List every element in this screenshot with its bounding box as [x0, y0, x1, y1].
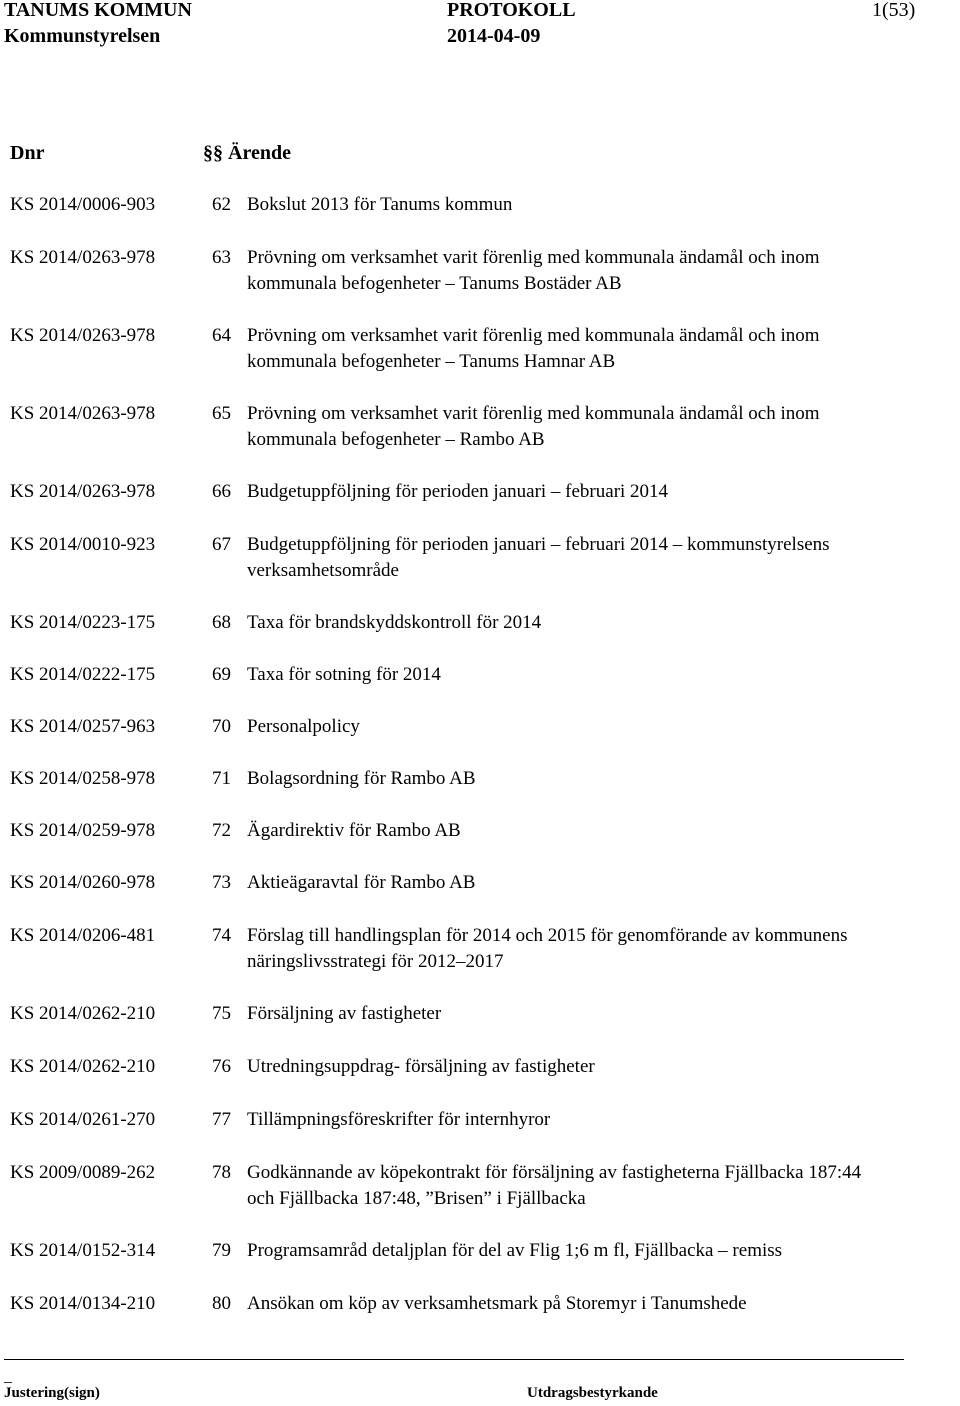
- item-section-number: 74: [212, 925, 231, 946]
- item-section-number: 76: [212, 1056, 231, 1077]
- item-dnr: KS 2014/0223-175: [10, 612, 156, 633]
- item-title-line: Godkännande av köpekontrakt för försäljning av fastigheterna Fjällbacka 187:44: [247, 1162, 862, 1183]
- item-dnr: KS 2009/0089-262: [10, 1162, 156, 1183]
- item-title-line: Utredningsuppdrag- försäljning av fastigheter: [247, 1056, 595, 1077]
- item-title-line: kommunala befogenheter – Rambo AB: [247, 429, 545, 450]
- item-title-line: Ansökan om köp av verksamhetsmark på Storemyr i Tanumshede: [247, 1293, 747, 1314]
- item-dnr: KS 2014/0134-210: [10, 1293, 156, 1314]
- item-title: [247, 323, 959, 375]
- section-symbol-2: §: [213, 142, 223, 164]
- footer-dash: _: [4, 1368, 12, 1385]
- item-section-number: 67: [212, 534, 231, 555]
- extract-certification-label: Utdragsbestyrkande: [527, 1385, 658, 1401]
- item-dnr: KS 2014/0010-923: [10, 534, 156, 555]
- document-date: 2014-04-09: [447, 25, 541, 47]
- item-title-line: Bokslut 2013 för Tanums kommun: [247, 194, 513, 215]
- item-section-number: 62: [212, 194, 231, 215]
- item-dnr: KS 2014/0263-978: [10, 247, 156, 268]
- item-title-line: Taxa för sotning för 2014: [247, 664, 441, 685]
- unit-name: Kommunstyrelsen: [4, 25, 161, 47]
- item-dnr: KS 2014/0263-978: [10, 403, 156, 424]
- item-dnr: KS 2014/0261-270: [10, 1109, 156, 1130]
- item-title-line: Taxa för brandskyddskontroll för 2014: [247, 612, 542, 633]
- item-title: [247, 1160, 959, 1212]
- item-title-line: och Fjällbacka 187:48, ”Brisen” i Fjällbacka: [247, 1188, 586, 1209]
- item-dnr: KS 2014/0260-978: [10, 872, 156, 893]
- item-section-number: 68: [212, 612, 231, 633]
- item-dnr: KS 2014/0152-314: [10, 1240, 156, 1261]
- item-title: [247, 766, 959, 792]
- item-title-line: Ägardirektiv för Rambo AB: [247, 820, 461, 841]
- item-section-number: 63: [212, 247, 231, 268]
- item-title: [247, 479, 959, 505]
- item-title-line: kommunala befogenheter – Tanums Bostäder AB: [247, 273, 622, 294]
- item-dnr: KS 2014/0262-210: [10, 1003, 156, 1024]
- item-section-number: 64: [212, 325, 231, 346]
- column-header-matter: [203, 141, 291, 165]
- item-dnr: KS 2014/0006-903: [10, 194, 156, 215]
- item-title-line: Prövning om verksamhet varit förenlig med kommunala ändamål och inom: [247, 325, 820, 346]
- item-section-number: 78: [212, 1162, 231, 1183]
- item-title: [247, 1001, 959, 1027]
- item-title: [247, 1054, 959, 1080]
- item-title: [247, 1291, 959, 1317]
- page-number: 1(53): [872, 0, 916, 21]
- item-section-number: 75: [212, 1003, 231, 1024]
- item-title: [247, 245, 959, 297]
- item-title: [247, 714, 959, 740]
- item-title-line: Bolagsordning för Rambo AB: [247, 768, 476, 789]
- item-title-line: verksamhetsområde: [247, 560, 399, 581]
- item-section-number: 70: [212, 716, 231, 737]
- column-header-dnr: Dnr: [10, 142, 45, 164]
- item-title: [247, 923, 959, 975]
- item-title-line: Programsamråd detaljplan för del av Flig 1;6 m fl, Fjällbacka – remiss: [247, 1240, 783, 1261]
- item-dnr: KS 2014/0259-978: [10, 820, 156, 841]
- item-title: [247, 1238, 959, 1264]
- item-section-number: 72: [212, 820, 231, 841]
- item-dnr: KS 2014/0262-210: [10, 1056, 156, 1077]
- org-name: TANUMS KOMMUN: [4, 0, 192, 21]
- matter-label: Ärende: [228, 142, 291, 164]
- item-section-number: 80: [212, 1293, 231, 1314]
- item-title: [247, 532, 959, 584]
- item-title-line: Personalpolicy: [247, 716, 360, 737]
- item-title-line: Prövning om verksamhet varit förenlig med kommunala ändamål och inom: [247, 403, 820, 424]
- item-dnr: KS 2014/0222-175: [10, 664, 156, 685]
- section-symbol: §: [203, 142, 213, 164]
- item-section-number: 79: [212, 1240, 231, 1261]
- item-section-number: 65: [212, 403, 231, 424]
- item-title: [247, 401, 959, 453]
- item-title-line: Aktieägaravtal för Rambo AB: [247, 872, 476, 893]
- item-title-line: Budgetuppföljning för perioden januari – februari 2014: [247, 481, 669, 502]
- item-title-line: kommunala befogenheter – Tanums Hamnar AB: [247, 351, 616, 372]
- item-section-number: 66: [212, 481, 231, 502]
- document-type: PROTOKOLL: [447, 0, 576, 21]
- item-dnr: KS 2014/0263-978: [10, 481, 156, 502]
- item-title: [247, 818, 959, 844]
- item-dnr: KS 2014/0257-963: [10, 716, 156, 737]
- item-section-number: 71: [212, 768, 231, 789]
- signature-label: Justering(sign): [4, 1385, 100, 1401]
- item-dnr: KS 2014/0263-978: [10, 325, 156, 346]
- item-title-line: Förslag till handlingsplan för 2014 och 2015 för genomförande av kommunens: [247, 925, 848, 946]
- item-title: [247, 1107, 959, 1133]
- item-section-number: 69: [212, 664, 231, 685]
- item-title-line: Tillämpningsföreskrifter för internhyror: [247, 1109, 551, 1130]
- item-title-line: Försäljning av fastigheter: [247, 1003, 442, 1024]
- item-title: [247, 192, 959, 218]
- item-dnr: KS 2014/0206-481: [10, 925, 156, 946]
- footer-divider: [4, 1359, 904, 1360]
- item-section-number: 73: [212, 872, 231, 893]
- item-title: [247, 610, 959, 636]
- item-title: [247, 870, 959, 896]
- item-title-line: Budgetuppföljning för perioden januari – februari 2014 – kommunstyrelsens: [247, 534, 830, 555]
- item-title-line: Prövning om verksamhet varit förenlig med kommunala ändamål och inom: [247, 247, 820, 268]
- item-dnr: KS 2014/0258-978: [10, 768, 156, 789]
- item-title-line: näringslivsstrategi för 2012–2017: [247, 951, 504, 972]
- item-title: [247, 662, 959, 688]
- item-section-number: 77: [212, 1109, 231, 1130]
